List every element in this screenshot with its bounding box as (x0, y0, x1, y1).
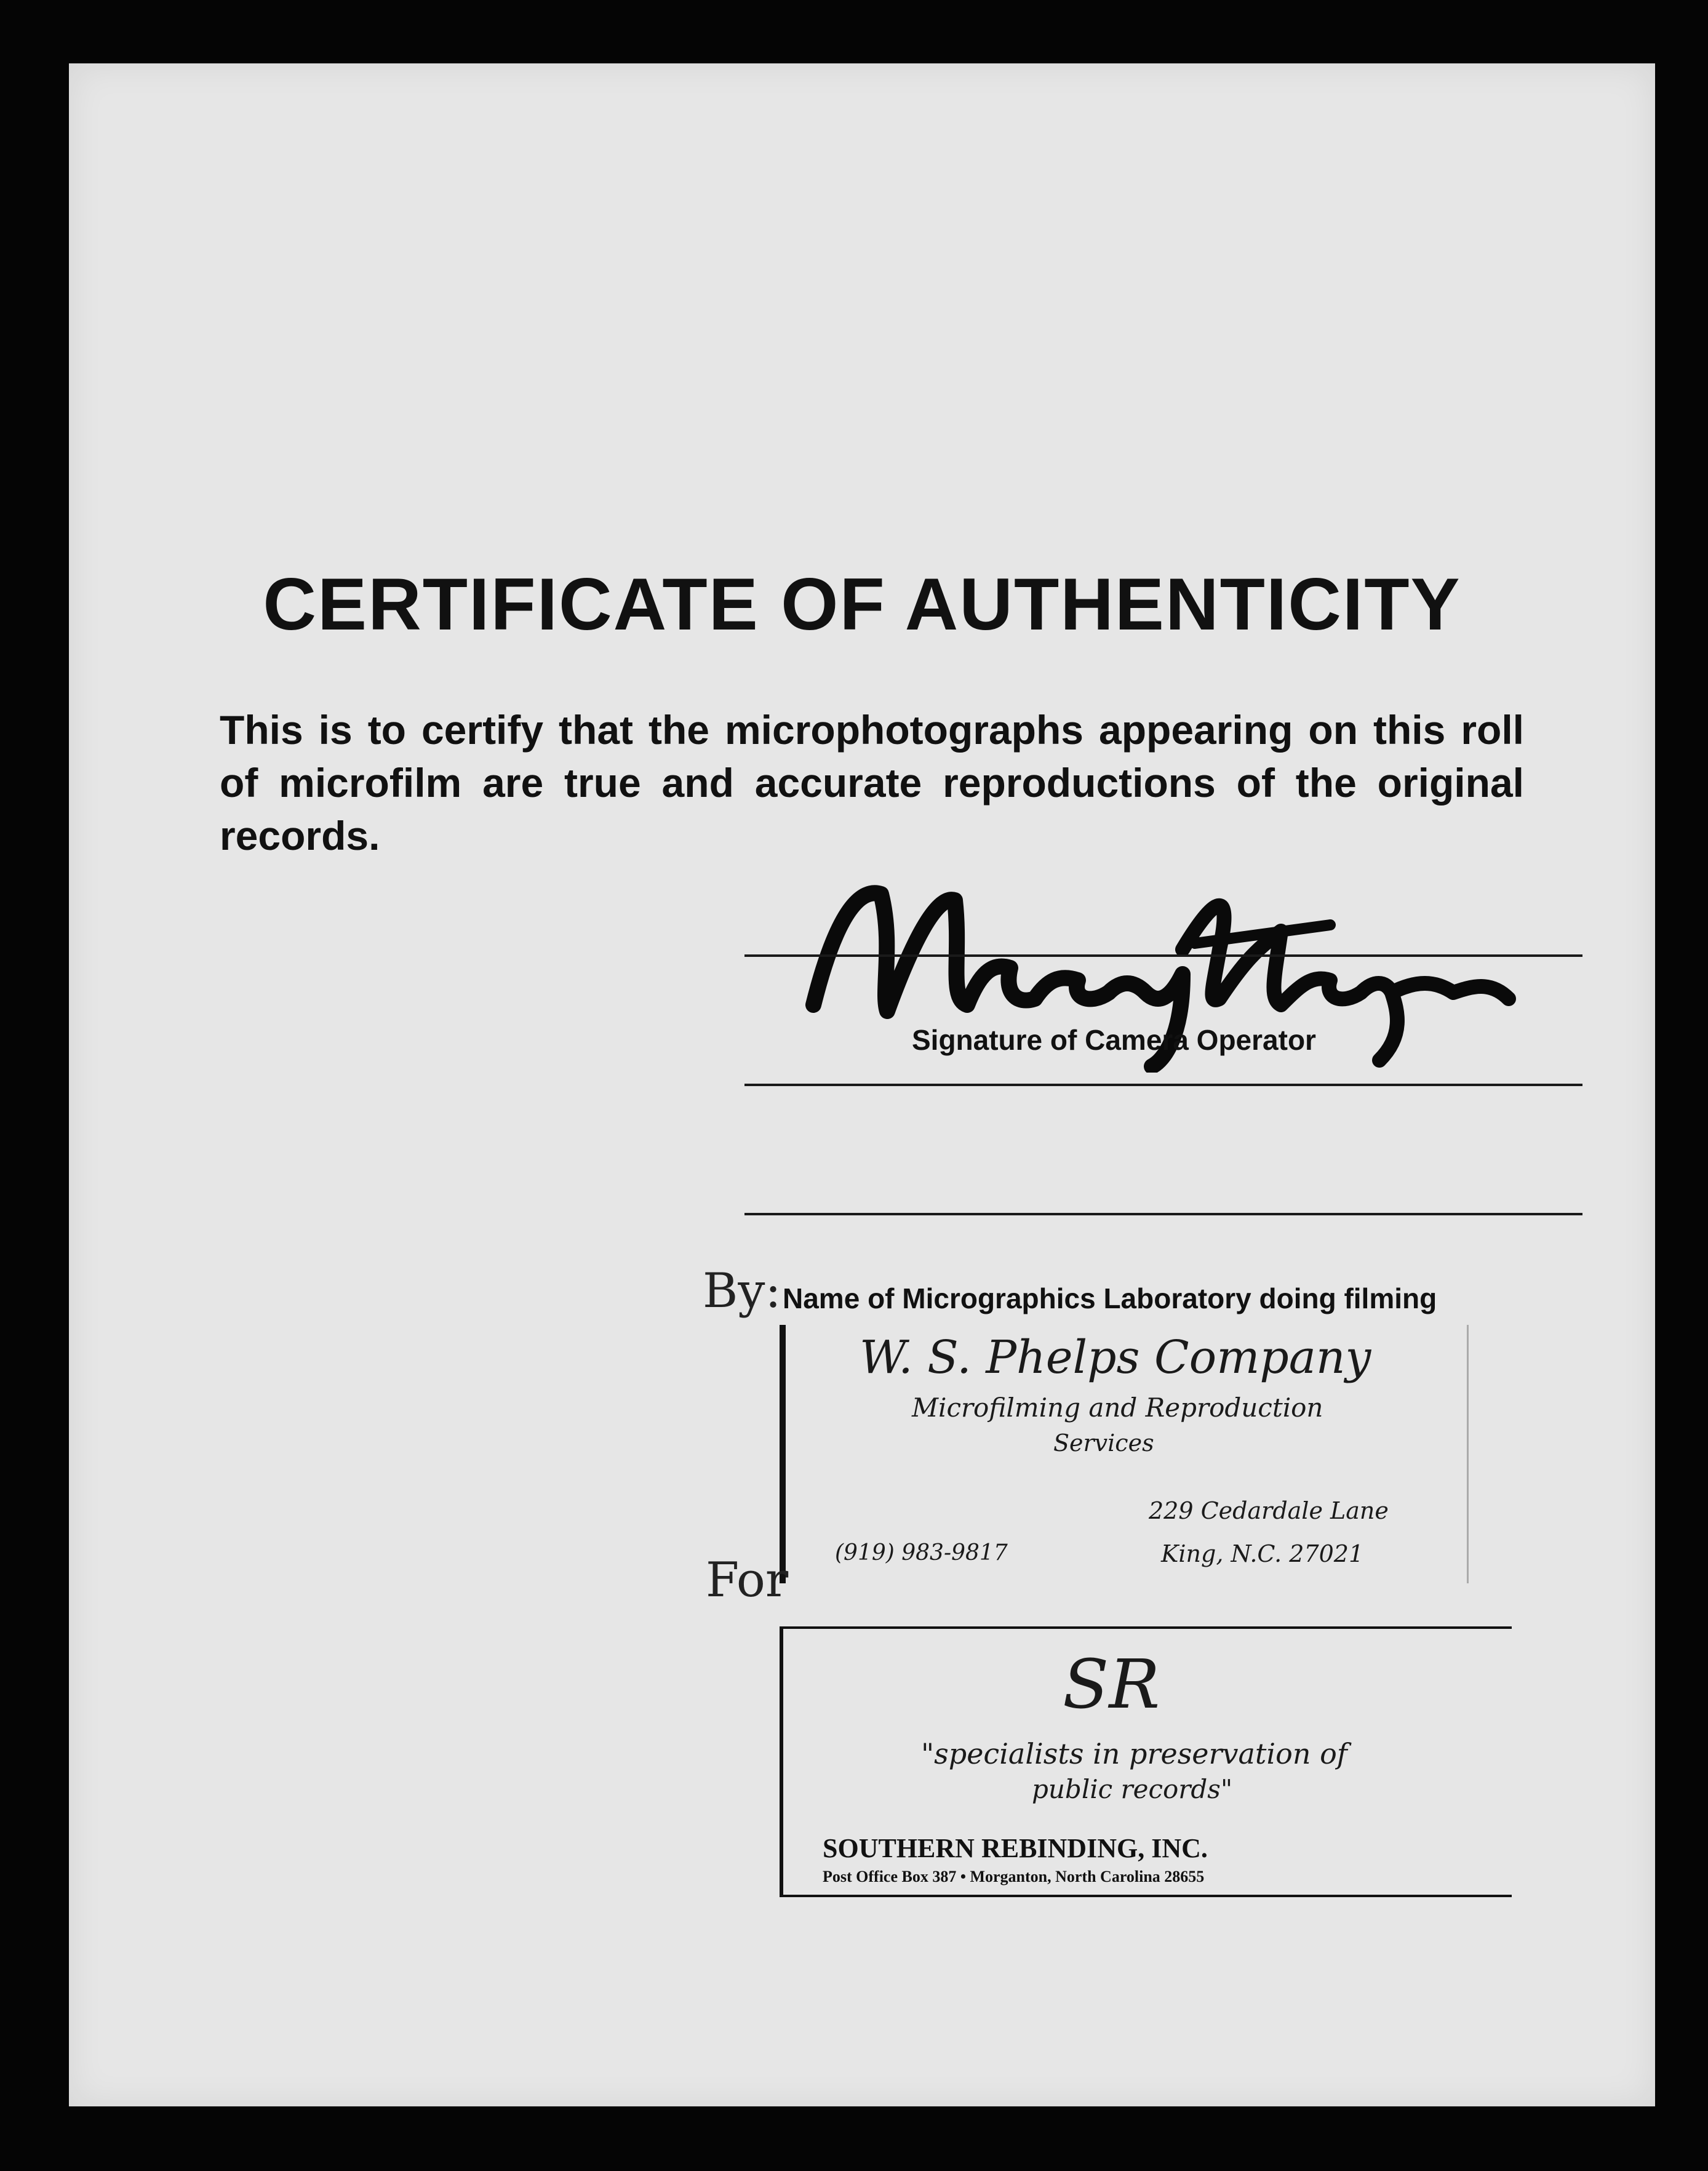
rebinding-company-name: SOUTHERN REBINDING, INC. (823, 1833, 1208, 1863)
stamp-border (780, 1626, 1512, 1629)
phelps-company-stamp (780, 1325, 1469, 1583)
laboratory-line (744, 1213, 1582, 1215)
laboratory-caption: Name of Micrographics Laboratory doing filming (783, 1282, 1437, 1314)
rebinding-logo: SR (1063, 1645, 1160, 1724)
certificate-title: CERTIFICATE OF AUTHENTICITY (263, 563, 1461, 646)
phelps-services-line1: Microfilming and Reproduction (912, 1393, 1323, 1423)
signature-caption: Signature of Camera Operator (912, 1024, 1316, 1056)
phelps-city: King, N.C. 27021 (1161, 1540, 1364, 1567)
rebinding-address: Post Office Box 387 • Morganton, North Carolina 28655 (823, 1868, 1205, 1885)
blank-line (744, 1084, 1582, 1086)
stamp-border (780, 1325, 786, 1583)
stamp-border (780, 1895, 1512, 1897)
phelps-phone: (919) 983-9817 (835, 1540, 1008, 1565)
for-label: For (706, 1553, 789, 1608)
stamp-border (1467, 1325, 1469, 1583)
by-label: By: (703, 1263, 781, 1319)
southern-rebinding-stamp (780, 1626, 1512, 1897)
certificate-sheet (69, 63, 1655, 2106)
signature-line (744, 954, 1582, 957)
stamp-border (780, 1626, 783, 1897)
phelps-street: 229 Cedardale Lane (1149, 1497, 1389, 1524)
certificate-statement: This is to certify that the microphotographs appearing on this roll of microfilm are true and accurate reproductions of the original records. (220, 707, 1524, 858)
phelps-company-name: W. S. Phelps Company (860, 1331, 1371, 1384)
phelps-services-line2: Services (1053, 1429, 1154, 1457)
rebinding-slogan-line2: public records" (1032, 1774, 1233, 1804)
rebinding-slogan-line1: "specialists in preservation of (921, 1737, 1347, 1770)
